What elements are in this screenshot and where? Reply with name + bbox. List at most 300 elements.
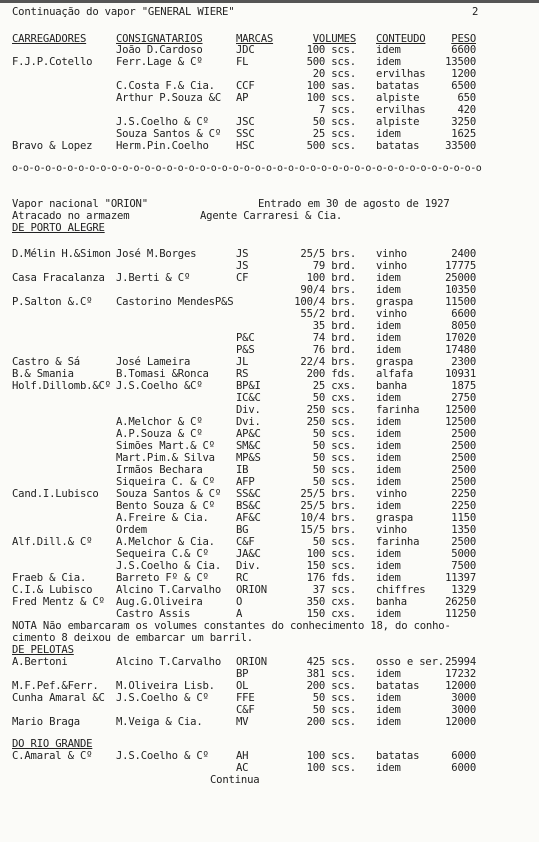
cell-weight: 25000: [445, 272, 476, 284]
cell-shipper: Mario Braga: [12, 716, 80, 728]
manifest-row: [0, 584, 539, 596]
cell-mark: FFE: [236, 692, 255, 704]
cell-shipper: Bravo & Lopez: [12, 140, 93, 152]
cell-mark: BP&I: [236, 380, 261, 392]
manifest-row: [0, 704, 539, 716]
cell-mark: AP&C: [236, 428, 261, 440]
cell-weight: 17480: [445, 344, 476, 356]
cell-weight: 6000: [451, 750, 476, 762]
line-text: Atracado no armazem: [12, 210, 130, 222]
cell-volumes: 100 scs.: [306, 44, 356, 56]
cell-consignee: J.S.Coelho & Cia.: [116, 560, 222, 572]
separator-line: o-o-o-o-o-o-o-o-o-o-o-o-o-o-o-o-o-o-o-o-o-o-o-o-o-o-o-o-o-o-o-o-o-o-o-o-o-o-o-o-o-o-o: [12, 163, 482, 174]
cell-volumes: 350 cxs.: [306, 596, 356, 608]
cell-weight: 2250: [451, 488, 476, 500]
cell-mark: JS: [236, 248, 249, 260]
cell-weight: 2500: [451, 464, 476, 476]
cell-mark: SS&C: [236, 488, 261, 500]
cell-consignee: A.Melchor & Cº: [116, 416, 203, 428]
text-line: [0, 620, 539, 632]
cell-contents: idem: [376, 608, 401, 620]
line-text: cimento 8 deixou de embarcar um barril.: [12, 632, 253, 644]
cell-consignee: Castro Assis: [116, 608, 191, 620]
cell-consignee: M.Veiga & Cia.: [116, 716, 203, 728]
cell-volumes: 50 scs.: [312, 536, 356, 548]
cell-contents: idem: [376, 476, 401, 488]
cell-weight: PESO: [451, 33, 476, 45]
cell-contents: idem: [376, 452, 401, 464]
cell-volumes: 74 brd.: [312, 332, 356, 344]
line-text: NOTA Não embarcaram os volumes constantes do conhecimento 18, do conho-: [12, 620, 451, 632]
cell-mark: BP: [236, 668, 249, 680]
cell-consignee: Arthur P.Souza &C: [116, 92, 222, 104]
cell-consignee: Ferr.Lage & Cº: [116, 56, 203, 68]
cell-volumes: 150 cxs.: [306, 608, 356, 620]
cell-weight: 3000: [451, 692, 476, 704]
manifest-row: [0, 344, 539, 356]
cell-contents: vinho: [376, 524, 407, 536]
cell-volumes: 200 scs.: [306, 680, 356, 692]
cell-shipper: F.J.P.Cotello: [12, 56, 93, 68]
cell-weight: 11397: [445, 572, 476, 584]
cell-consignee: Irmãos Bechara: [116, 464, 203, 476]
cell-volumes: 90/4 brs.: [300, 284, 356, 296]
cell-volumes: 35 brd.: [312, 320, 356, 332]
cell-mark: JL: [236, 356, 249, 368]
cell-contents: graspa: [376, 512, 414, 524]
cell-contents: idem: [376, 416, 401, 428]
cell-contents: chiffres: [376, 584, 426, 596]
manifest-row: [0, 380, 539, 392]
cell-volumes: 50 scs.: [312, 116, 356, 128]
cell-volumes: 50 cxs.: [312, 392, 356, 404]
cell-contents: idem: [376, 716, 401, 728]
cell-mark: AC: [236, 762, 249, 774]
cell-shipper: Fred Mentz & Cº: [12, 596, 105, 608]
cell-consignee: Alcino T.Carvalho: [116, 656, 222, 668]
cell-contents: vinho: [376, 248, 407, 260]
cell-contents: ervilhas: [376, 68, 426, 80]
cell-mark: MP&S: [236, 452, 261, 464]
text-line: [0, 198, 539, 210]
cell-contents: idem: [376, 128, 401, 140]
cell-mark: JA&C: [236, 548, 261, 560]
cell-weight: 2750: [451, 392, 476, 404]
cell-shipper: A.Bertoni: [12, 656, 68, 668]
cell-weight: 6000: [451, 762, 476, 774]
cell-mark: C&F: [236, 704, 255, 716]
line-text: Entrado em 30 de agosto de 1927: [258, 198, 450, 210]
cell-weight: 2250: [451, 500, 476, 512]
cell-contents: idem: [376, 320, 401, 332]
manifest-row: [0, 536, 539, 548]
cell-contents: alpiste: [376, 92, 420, 104]
manifest-row: [0, 668, 539, 680]
cell-volumes: 50 scs.: [312, 440, 356, 452]
manifest-row: [0, 656, 539, 668]
cell-mark: AFP: [236, 476, 255, 488]
cell-weight: 8050: [451, 320, 476, 332]
cell-mark: AP: [236, 92, 249, 104]
line-text: Agente Carraresi & Cia.: [200, 210, 343, 222]
cell-contents: banha: [376, 596, 407, 608]
cell-weight: 2500: [451, 452, 476, 464]
manifest-row: [0, 260, 539, 272]
cell-weight: 33500: [445, 140, 476, 152]
cell-contents: idem: [376, 440, 401, 452]
cell-volumes: 381 scs.: [306, 668, 356, 680]
cell-volumes: 50 scs.: [312, 428, 356, 440]
cell-contents: banha: [376, 380, 407, 392]
manifest-row: [0, 512, 539, 524]
cell-mark: JS: [236, 260, 249, 272]
manifest-row: [0, 356, 539, 368]
cell-contents: idem: [376, 560, 401, 572]
cell-volumes: 10/4 brs.: [300, 512, 356, 524]
cell-weight: 10931: [445, 368, 476, 380]
manifest-row: [0, 608, 539, 620]
cell-mark: HSC: [236, 140, 255, 152]
manifest-row: [0, 440, 539, 452]
manifest-row: [0, 500, 539, 512]
manifest-row: [0, 140, 539, 152]
cell-volumes: 425 scs.: [306, 656, 356, 668]
cell-weight: 1329: [451, 584, 476, 596]
cell-contents: idem: [376, 332, 401, 344]
manifest-row: [0, 284, 539, 296]
cell-volumes: 55/2 brd.: [300, 308, 356, 320]
cell-consignee: Ordem: [116, 524, 147, 536]
cell-contents: farinha: [376, 536, 420, 548]
cell-volumes: 100 scs.: [306, 762, 356, 774]
cell-contents: vinho: [376, 260, 407, 272]
cell-contents: idem: [376, 572, 401, 584]
page-title: Continuação do vapor "GENERAL WIERE": [12, 6, 235, 18]
manifest-row: [0, 248, 539, 260]
cell-contents: idem: [376, 548, 401, 560]
cell-volumes: 25/5 brs.: [300, 500, 356, 512]
cell-volumes: 50 scs.: [312, 476, 356, 488]
cell-mark: MARCAS: [236, 33, 274, 45]
cell-contents: idem: [376, 272, 401, 284]
cell-weight: 1625: [451, 128, 476, 140]
manifest-row: [0, 320, 539, 332]
cell-volumes: VOLUMES: [312, 33, 356, 45]
cell-contents: idem: [376, 762, 401, 774]
manifest-row: [0, 44, 539, 56]
cell-weight: 10350: [445, 284, 476, 296]
cell-weight: 17232: [445, 668, 476, 680]
cell-weight: 7500: [451, 560, 476, 572]
cell-volumes: 7 scs.: [318, 104, 356, 116]
cell-weight: 3250: [451, 116, 476, 128]
cell-shipper: P.Salton &.Cº: [12, 296, 93, 308]
cell-mark: IC&C: [236, 392, 261, 404]
cell-volumes: 79 brd.: [312, 260, 356, 272]
cell-volumes: 50 scs.: [312, 704, 356, 716]
cell-weight: 5000: [451, 548, 476, 560]
cell-volumes: 176 fds.: [306, 572, 356, 584]
cell-weight: 6600: [451, 44, 476, 56]
manifest-row: [0, 416, 539, 428]
cell-volumes: 15/5 brs.: [300, 524, 356, 536]
manifest-row: [0, 750, 539, 762]
cell-volumes: 50 scs.: [312, 452, 356, 464]
cell-volumes: 20 scs.: [312, 68, 356, 80]
cell-consignee: Souza Santos & Cº: [116, 128, 222, 140]
cell-volumes: 100 scs.: [306, 548, 356, 560]
cell-shipper: CARREGADORES: [12, 33, 87, 45]
cell-contents: idem: [376, 704, 401, 716]
cell-consignee: Sequeira C.& Cº: [116, 548, 209, 560]
cell-mark: SSC: [236, 128, 255, 140]
cell-consignee: Barreto Fº & Cº: [116, 572, 209, 584]
cell-contents: idem: [376, 428, 401, 440]
cell-mark: AF&C: [236, 512, 261, 524]
cell-weight: 3000: [451, 704, 476, 716]
cell-weight: 26250: [445, 596, 476, 608]
cell-volumes: 22/4 brs.: [300, 356, 356, 368]
manifest-row: [0, 692, 539, 704]
cell-contents: batatas: [376, 680, 420, 692]
cell-volumes: 100 scs.: [306, 92, 356, 104]
cell-weight: 420: [457, 104, 476, 116]
manifest-row: [0, 308, 539, 320]
cell-mark: P&S: [236, 344, 255, 356]
cell-mark: Dvi.: [236, 416, 261, 428]
cell-mark: CCF: [236, 80, 255, 92]
cell-contents: idem: [376, 692, 401, 704]
cell-weight: 1150: [451, 512, 476, 524]
manifest-row: [0, 762, 539, 774]
cell-mark: RS: [236, 368, 249, 380]
line-text: DE PELOTAS: [12, 644, 74, 656]
cell-mark: O: [236, 596, 243, 608]
cell-consignee: CONSIGNATARIOS: [116, 33, 203, 45]
cell-consignee: A.Melchor & Cia.: [116, 536, 215, 548]
cell-consignee: João D.Cardoso: [116, 44, 203, 56]
scan-edge: [0, 0, 539, 3]
cell-weight: 12500: [445, 404, 476, 416]
cell-mark: IB: [236, 464, 249, 476]
cell-contents: alfafa: [376, 368, 414, 380]
cell-volumes: 250 scs.: [306, 404, 356, 416]
cell-mark: JDC: [236, 44, 255, 56]
cell-volumes: 25/5 brs.: [300, 488, 356, 500]
cell-consignee: Bento Souza & Cº: [116, 500, 215, 512]
manifest-row: [0, 296, 539, 308]
cell-consignee: José M.Borges: [116, 248, 197, 260]
manifest-row: [0, 368, 539, 380]
cell-contents: farinha: [376, 404, 420, 416]
cell-mark: OL: [236, 680, 249, 692]
cell-contents: batatas: [376, 750, 420, 762]
cell-weight: 2500: [451, 476, 476, 488]
cell-contents: ervilhas: [376, 104, 426, 116]
cell-weight: 12000: [445, 716, 476, 728]
cell-consignee: Simões Mart.& Cº: [116, 440, 215, 452]
manifest-row: [0, 92, 539, 104]
cell-weight: 2500: [451, 428, 476, 440]
cell-contents: idem: [376, 668, 401, 680]
cell-contents: idem: [376, 56, 401, 68]
line-text: Vapor nacional "ORION": [12, 198, 148, 210]
cell-weight: 12000: [445, 680, 476, 692]
cell-consignee: Herm.Pin.Coelho: [116, 140, 209, 152]
cell-contents: alpiste: [376, 116, 420, 128]
cell-consignee: J.S.Coelho & Cº: [116, 692, 209, 704]
cell-shipper: C.I.& Lubisco: [12, 584, 93, 596]
manifest-row: [0, 404, 539, 416]
cell-weight: 25994: [445, 656, 476, 668]
line-text: DO RIO GRANDE: [12, 738, 93, 750]
cell-shipper: C.Amaral & Cº: [12, 750, 93, 762]
cell-weight: 6500: [451, 80, 476, 92]
cell-mark: FL: [236, 56, 249, 68]
cell-shipper: D.Mélin H.&Simon: [12, 248, 111, 260]
cell-contents: osso e ser.: [376, 656, 444, 668]
cell-mark: C&F: [236, 536, 255, 548]
cell-volumes: 500 scs.: [306, 140, 356, 152]
cell-consignee: Siqueira C. & Cº: [116, 476, 215, 488]
manifest-row: [0, 680, 539, 692]
cell-mark: CF: [236, 272, 249, 284]
cell-volumes: 25 scs.: [312, 128, 356, 140]
text-line: [0, 738, 539, 750]
cell-consignee: J.S.Coelho &Cº: [116, 380, 203, 392]
cell-shipper: Alf.Dill.& Cº: [12, 536, 93, 548]
manifest-row: [0, 476, 539, 488]
text-line: [0, 210, 539, 222]
cell-consignee: J.Berti & Cº: [116, 272, 191, 284]
cell-contents: vinho: [376, 488, 407, 500]
manifest-row: [0, 464, 539, 476]
cell-consignee: Castorino MendesP&S: [116, 296, 234, 308]
cell-weight: 17020: [445, 332, 476, 344]
cell-weight: 12500: [445, 416, 476, 428]
cell-consignee: J.S.Coelho & Cº: [116, 750, 209, 762]
text-line: [0, 632, 539, 644]
cell-mark: ORION: [236, 656, 267, 668]
cell-contents: vinho: [376, 308, 407, 320]
cell-weight: 6600: [451, 308, 476, 320]
cell-weight: 17775: [445, 260, 476, 272]
cell-consignee: Mart.Pim.& Silva: [116, 452, 215, 464]
cell-volumes: 150 scs.: [306, 560, 356, 572]
manifest-row: [0, 560, 539, 572]
cell-mark: SM&C: [236, 440, 261, 452]
cell-contents: batatas: [376, 140, 420, 152]
manifest-row: [0, 56, 539, 68]
cell-contents: idem: [376, 344, 401, 356]
cell-shipper: Holf.Dillomb.&Cº: [12, 380, 111, 392]
manifest-row: [0, 68, 539, 80]
cell-weight: 650: [457, 92, 476, 104]
cell-volumes: 200 fds.: [306, 368, 356, 380]
cell-volumes: 100/4 brs.: [294, 296, 356, 308]
cell-weight: 11250: [445, 608, 476, 620]
cell-shipper: Fraeb & Cia.: [12, 572, 87, 584]
cell-shipper: B.& Smania: [12, 368, 74, 380]
cell-consignee: J.S.Coelho & Cº: [116, 116, 209, 128]
cell-volumes: 50 scs.: [312, 692, 356, 704]
page-number: 2: [472, 6, 479, 18]
line-text: Continua: [210, 774, 260, 786]
manifest-row: [0, 428, 539, 440]
cell-shipper: Casa Fracalanza: [12, 272, 105, 284]
cell-consignee: José Lameira: [116, 356, 191, 368]
manifest-row: [0, 488, 539, 500]
cell-consignee: Souza Santos & Cº: [116, 488, 222, 500]
cell-consignee: A.P.Souza & Cº: [116, 428, 203, 440]
cell-consignee: M.Oliveira Lisb.: [116, 680, 215, 692]
cell-volumes: 100 scs.: [306, 750, 356, 762]
cell-contents: batatas: [376, 80, 420, 92]
manifest-row: [0, 392, 539, 404]
cell-volumes: 37 scs.: [312, 584, 356, 596]
manifest-row: [0, 572, 539, 584]
cell-contents: idem: [376, 284, 401, 296]
manifest-row: [0, 128, 539, 140]
manifest-row: [0, 548, 539, 560]
cell-mark: Div.: [236, 560, 261, 572]
cell-contents: idem: [376, 44, 401, 56]
manifest-row: [0, 272, 539, 284]
cell-mark: P&C: [236, 332, 255, 344]
cell-weight: 1350: [451, 524, 476, 536]
cell-contents: idem: [376, 392, 401, 404]
cell-volumes: 76 brd.: [312, 344, 356, 356]
cell-mark: BS&C: [236, 500, 261, 512]
cell-mark: A: [236, 608, 243, 620]
cell-weight: 2300: [451, 356, 476, 368]
cell-weight: 2500: [451, 440, 476, 452]
cell-volumes: 250 scs.: [306, 416, 356, 428]
text-line: [0, 222, 539, 234]
cell-volumes: 100 sas.: [306, 80, 356, 92]
cell-volumes: 50 scs.: [312, 464, 356, 476]
cell-consignee: B.Tomasi &Ronca: [116, 368, 209, 380]
text-line: [0, 644, 539, 656]
cell-contents: graspa: [376, 296, 414, 308]
cell-weight: 1200: [451, 68, 476, 80]
cell-shipper: Cunha Amaral &C: [12, 692, 105, 704]
cell-volumes: 100 brd.: [306, 272, 356, 284]
manifest-row: [0, 116, 539, 128]
line-text: DE PORTO ALEGRE: [12, 222, 105, 234]
cell-consignee: Alcino T.Carvalho: [116, 584, 222, 596]
cell-contents: idem: [376, 464, 401, 476]
cell-mark: Div.: [236, 404, 261, 416]
manifest-row: [0, 80, 539, 92]
cell-weight: 2400: [451, 248, 476, 260]
manifest-row: [0, 596, 539, 608]
cell-consignee: C.Costa F.& Cia.: [116, 80, 215, 92]
cell-contents: graspa: [376, 356, 414, 368]
cell-mark: RC: [236, 572, 249, 584]
manifest-row: [0, 716, 539, 728]
text-line: [0, 774, 539, 786]
cell-volumes: 200 scs.: [306, 716, 356, 728]
cell-shipper: Cand.I.Lubisco: [12, 488, 99, 500]
cell-volumes: 500 scs.: [306, 56, 356, 68]
cell-shipper: M.F.Pef.&Ferr.: [12, 680, 99, 692]
cell-weight: 2500: [451, 536, 476, 548]
cell-mark: JSC: [236, 116, 255, 128]
cell-contents: CONTEUDO: [376, 33, 426, 45]
cell-weight: 11500: [445, 296, 476, 308]
cell-contents: idem: [376, 500, 401, 512]
